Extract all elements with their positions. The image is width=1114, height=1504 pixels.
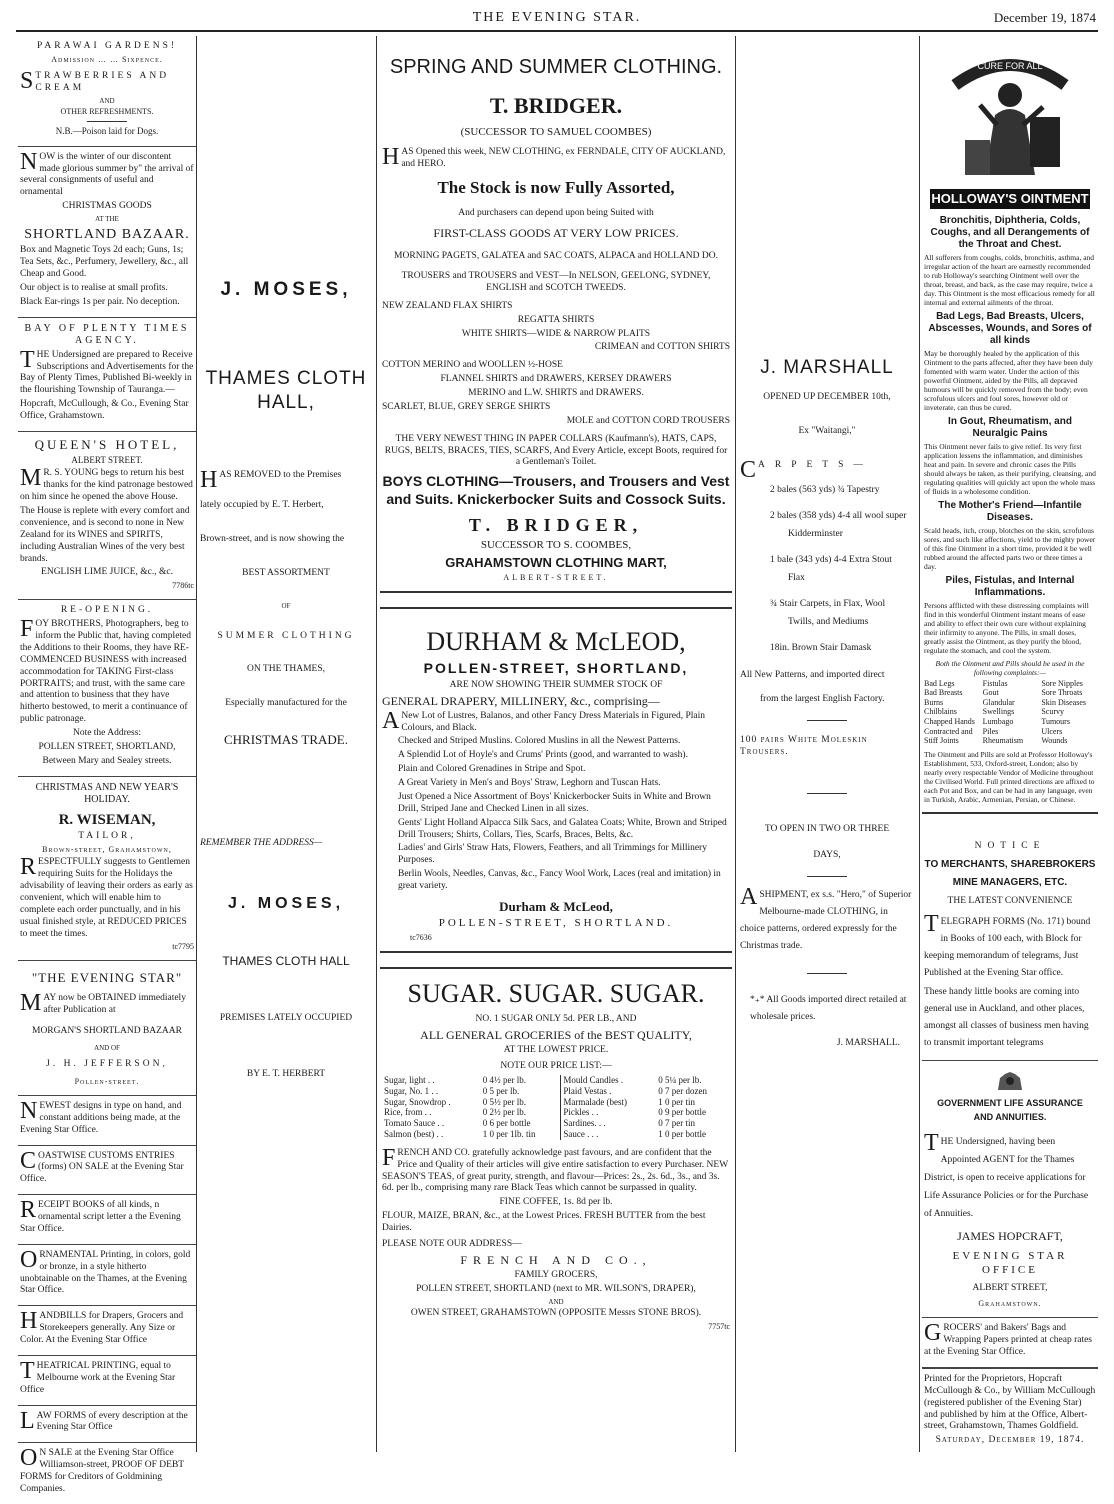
ad-heading: J. MOSES, xyxy=(220,279,352,300)
ad-line: AT THE LOWEST PRICE. xyxy=(503,1045,609,1056)
ad-line: 1 bale (343 yds) 4-4 Extra Stout xyxy=(770,555,892,565)
table-cell: Sauce . . . xyxy=(561,1129,656,1140)
ad-line: from the largest English Factory. xyxy=(760,694,885,705)
ad-line: Especially manufactured for the xyxy=(225,698,347,709)
ad-body: May be thoroughly healed by the application of this Ointment to the parts affected, after they have been duly fomented with warm water. Under the action of this powerful Ointment, aided by the Pills, all depraved humours will be quickly removed from the body; even scrofulous ulcers and foul sores, however old or inveterate, can thus be cured. xyxy=(924,348,1093,412)
ad-line: SUMMER CLOTHING xyxy=(217,630,355,641)
drop-cap: C xyxy=(740,456,757,483)
table-row xyxy=(382,1086,730,1097)
ad-line: Both the Ointment and Pills should be used in the following complaints:— xyxy=(935,658,1085,677)
list-item: Just Opened a Nice Assortment of Boys' Knickerbocker Suits in White and Brown Drill, Striped Jane and Checked Linen in all sizes. xyxy=(398,791,711,814)
complaint-item: Chapped Hands xyxy=(924,716,975,726)
ad-line: OF xyxy=(281,601,291,610)
drop-cap: C xyxy=(20,1147,37,1174)
small-ad xyxy=(18,1443,196,1504)
ad-line: AND xyxy=(548,1297,564,1306)
ad-line: J. H. JEFFERSON, xyxy=(46,1059,168,1069)
drop-cap: F xyxy=(20,616,34,643)
ad-body: Our object is to realise at small profits. xyxy=(20,282,168,293)
ad-line: Admission … … Sixpence. xyxy=(51,54,163,64)
table-cell: Tomato Sauce . . xyxy=(384,1118,445,1129)
small-ad xyxy=(18,1195,196,1245)
ad-title: PARAWAI GARDENS! xyxy=(36,41,178,51)
ad-body: EWEST designs in type on hand, and constant additions being made, at the Evening Star Office. xyxy=(20,1100,182,1135)
ad-body: These handy little books are coming into general use in Auckland, and other places, amongst all classes of business men having to transmit important telegrams xyxy=(924,986,1089,1049)
ad-body: ECEIPT BOOKS of all kinds, n ornamental script letter a the Evening Star Office. xyxy=(20,1200,181,1234)
list-item: Checked and Striped Muslins. Colored Muslins in all the Newest Patterns. xyxy=(398,736,681,747)
ad-code: tc7636 xyxy=(410,932,432,942)
ad-title: CHRISTMAS AND NEW YEAR'S HOLIDAY. xyxy=(35,781,179,806)
complaint-item: Tumours xyxy=(1041,716,1070,726)
ad-body: All sufferers from coughs, colds, bronchitis, asthma, and irregular action of the heart are earnestly recommended to rub Holloway's searching Ointment well over the throat, breast, and back, as the case may require, twice a day. This Ointment is the most efficacious remedy for all internal and external ailments of the throat. xyxy=(924,252,1095,307)
ad-line: ENGLISH LIME JUICE, &c., &c. xyxy=(41,567,173,578)
ad-body: Brown-street, and is now showing the xyxy=(200,534,345,544)
ad-body: RENCH AND CO. gratefully acknowledge past favours, and are confident that the Price and Quality of their articles will give entire satisfaction to every Purchaser. NEW SEASON'S TEAS, of great purity, strength, and flavour—Prices: 2s., 2s. 6d., 3s., and 3s. 6d. per lb., comprising many rare Black Teas which cannot be surpassed in quality. xyxy=(382,1147,728,1194)
ad-heading: GOVERNMENT LIFE ASSURANCE xyxy=(937,1098,1083,1109)
ad-body: HE Undersigned, having been Appointed AGENT for the Thames District, is open to receive applications for Life Assurance Policies or for the Purchase of Annuities. xyxy=(924,1136,1089,1219)
ad-line: N.B.—Poison laid for Dogs. xyxy=(55,126,159,137)
ad-line: ALL GENERAL GROCERIES of the BEST QUALITY, xyxy=(420,1028,692,1043)
table-row xyxy=(382,1118,730,1129)
complaint-item: Glandular Swellings xyxy=(982,697,1015,717)
ad-title: NOTICE xyxy=(974,840,1046,851)
table-row xyxy=(382,1075,730,1086)
column-divider xyxy=(196,36,197,1452)
ad-line: AT THE xyxy=(95,215,119,223)
complaint-item: Sore Throats xyxy=(1041,688,1083,698)
ad-title: "THE EVENING STAR" xyxy=(31,970,183,986)
seal-banner-text: CURE FOR ALL xyxy=(977,61,1043,71)
table-cell: 0 2½ per lb. xyxy=(482,1107,527,1118)
ad-line: Flax xyxy=(788,572,805,583)
ad-line: POLLEN-STREET, SHORTLAND. xyxy=(438,917,674,930)
column-5 xyxy=(922,36,1098,1452)
ad-code: 7757tc xyxy=(708,1322,730,1332)
table-cell: 0 5 per lb. xyxy=(482,1085,520,1096)
table-row xyxy=(382,1129,730,1140)
ad-bridger xyxy=(380,36,732,593)
complaint-item: Wounds xyxy=(1041,736,1068,746)
ad-heading: DURHAM & McLEOD, xyxy=(426,626,686,656)
column-divider xyxy=(376,36,377,1452)
divider xyxy=(807,876,847,877)
ad-shortland-bazaar xyxy=(18,147,196,318)
ad-body: RNAMENTAL Printing, in colors, gold or bronze, in a style hitherto unobtainable on the Thames, at the Evening Star Office. xyxy=(20,1249,191,1296)
complaints-col xyxy=(1041,679,1096,746)
ad-line: FINE COFFEE, 1s. 8d per lb. xyxy=(499,1197,613,1208)
ad-heading: T. BRIDGER. xyxy=(489,93,623,118)
list-item: A Great Variety in Men's and Boys' Straw, Leghorn and Tuscan Hats. xyxy=(398,778,661,788)
ad-line: JAMES HOPCRAFT, xyxy=(957,1228,1063,1243)
ad-line: PLEASE NOTE OUR ADDRESS— xyxy=(382,1238,522,1249)
list-item: Plain and Colored Grenadines in Stripe and Spot. xyxy=(398,764,586,775)
ad-line: Kidderminster xyxy=(788,529,843,540)
ad-heading: The Mother's Friend—Infantile Diseases. xyxy=(938,499,1082,523)
drop-cap: R xyxy=(20,854,37,881)
coat-of-arms-image xyxy=(995,1070,1025,1092)
ad-body: AY now be OBTAINED immediately after Publication at xyxy=(43,992,186,1015)
drop-cap: T xyxy=(20,1357,35,1384)
complaints-col xyxy=(924,679,979,746)
ad-line: TAILOR, xyxy=(78,831,136,842)
list-item: Berlin Wools, Needles, Canvas, &c., Fancy Wool Work, Laces (real and imitation) in great variety. xyxy=(398,869,721,891)
ad-grocers-bags xyxy=(922,1318,1098,1368)
complaint-item: Fistulas xyxy=(982,678,1008,688)
ad-signature: Hopcraft, McCullough, & Co., Evening Star Office, Grahamstown. xyxy=(20,399,189,421)
divider xyxy=(807,720,847,721)
ad-line: ALBERT STREET, xyxy=(972,1283,1048,1294)
ad-line: ARPETS— xyxy=(758,459,873,470)
table-cell: 0 5½ per lb. xyxy=(482,1096,527,1107)
cure-for-all-seal-image xyxy=(935,45,1085,185)
drop-cap: A xyxy=(382,707,400,734)
small-ad xyxy=(18,1306,196,1356)
ad-wiseman-tailor xyxy=(18,777,196,962)
ad-heading: SPRING AND SUMMER CLOTHING. xyxy=(389,56,723,78)
ad-line: FLANNEL SHIRTS and DRAWERS, KERSEY DRAWERS xyxy=(440,374,672,385)
table-row xyxy=(382,1097,730,1108)
complaint-item: Contracted and Stiff Joints xyxy=(924,726,973,746)
column-4 xyxy=(738,36,916,1452)
complaint-item: Ulcers xyxy=(1041,726,1063,736)
ad-body: THE VERY NEWEST THING IN PAPER COLLARS (Kaufmann's), HATS, CAPS, RUGS, BELTS, BRACES, TIES, SCARFS, And Every Article, except Boots, required for a Gentleman's Toilet. xyxy=(384,433,728,468)
ad-body: ANDBILLS for Drapers, Grocers and Storekeepers generally. Any Size or Color. At the Evening Star Office xyxy=(20,1311,184,1345)
table-cell: Rice, from . . xyxy=(384,1107,432,1118)
complaint-item: Skin Diseases xyxy=(1041,697,1087,707)
ad-heading: THAMES CLOTH HALL, xyxy=(205,367,367,413)
ad-line: REGATTA SHIRTS xyxy=(517,314,595,325)
ad-line: NEW ZEALAND FLAX SHIRTS xyxy=(382,300,513,311)
ad-line: PREMISES LATELY OCCUPIED xyxy=(219,1013,353,1024)
table-cell: Plaid Vestas . xyxy=(561,1086,656,1097)
ad-heading: MINE MANAGERS, ETC. xyxy=(952,877,1068,889)
ad-line: 100 pairs White Moleskin Trousers. xyxy=(740,735,868,757)
ad-line: 2 bales (563 yds) ¾ Tapestry xyxy=(770,485,880,496)
header-rule xyxy=(16,30,1098,32)
ad-line: And purchasers can depend upon being Suited with xyxy=(458,208,654,219)
ad-line: ALBERT STREET. xyxy=(71,455,143,466)
list-item xyxy=(382,707,730,735)
drop-cap: H xyxy=(20,1308,38,1335)
ad-french-co xyxy=(380,967,732,1340)
drop-cap: L xyxy=(20,1407,35,1434)
drop-cap: N xyxy=(20,1097,38,1124)
ad-heading: Bronchitis, Diphtheria, Colds, Coughs, and all Derangements of the Throat and Chest. xyxy=(930,214,1090,250)
ad-line: CHRISTMAS TRADE. xyxy=(223,732,348,748)
table-cell: Marmalade (best) xyxy=(561,1097,656,1108)
ad-line: COTTON MERINO and WOOLLEN ½-HOSE xyxy=(382,360,563,371)
ad-title: RE-OPENING. xyxy=(60,605,154,616)
ad-line: Grahamstown. xyxy=(978,1299,1042,1309)
list-item: Ladies' and Girls' Straw Hats, Flowers, Feathers, and all Trimmings for Millinery Purposes. xyxy=(398,843,707,866)
ad-body: AW FORMS of every description at the Evening Star Office xyxy=(36,1410,188,1433)
ad-body: ESPECTFULLY suggests to Gentlemen requiring Suits for the Holidays the advisability of leaving their orders as early as convenient, which will enable him to complete each order punctually, and in his usual finished style, at REDUCED PRICES to meet the times. xyxy=(20,857,193,939)
ad-line: AND xyxy=(99,96,115,105)
drop-cap: S xyxy=(20,67,34,94)
price-list xyxy=(382,1075,730,1140)
table-cell: 0 7 per tin xyxy=(658,1118,695,1129)
ad-line: MERINO and L.W. SHIRTS and DRAWERS. xyxy=(468,388,644,398)
ad-line: MORGAN'S SHORTLAND BAZAAR xyxy=(32,1026,182,1037)
table-cell: Sugar, No. 1 . . xyxy=(384,1085,439,1096)
drop-cap: R xyxy=(20,1197,37,1224)
list-item-text: New Lot of Lustres, Balanos, and other Fancy Dress Materials in Figured, Plain Colours, and Black. xyxy=(401,710,706,733)
complaint-item: Lumbago xyxy=(982,716,1014,726)
ad-signature: J. MARSHALL. xyxy=(836,1038,900,1049)
ad-body: Scald heads, itch, croup, blotches on the skin, scrofulous sores, and such like affections, yield to the mighty power of this fine Ointment in a short time, provided it be well rubbed around the affected parts two or three times a day. xyxy=(924,525,1096,571)
table-cell: 0 4½ per lb. xyxy=(482,1075,527,1085)
column-divider xyxy=(735,36,736,1452)
small-ad xyxy=(18,1406,196,1444)
complaints-col xyxy=(983,679,1038,746)
ad-heading: AND ANNUITIES. xyxy=(973,1111,1047,1122)
ad-heading: SUGAR. SUGAR. SUGAR. xyxy=(407,978,705,1008)
ad-line: Twills, and Mediums xyxy=(788,616,869,627)
ad-marshall xyxy=(738,36,916,1054)
complaint-item: Piles xyxy=(982,726,999,736)
ad-line: 18in. Brown Stair Damask xyxy=(770,642,872,653)
ad-telegraph-forms xyxy=(922,832,1098,1062)
ad-line: POLLEN STREET, SHORTLAND (next to MR. WILSON'S, DRAPER), xyxy=(416,1283,696,1294)
ad-line: 2 bales (358 yds) 4-4 all wool super xyxy=(770,511,907,522)
ad-body: MORNING PAGETS, GALATEA and SAC COATS, ALPACA and HOLLAND DO. xyxy=(394,251,718,262)
ad-body: OASTWISE CUSTOMS ENTRIES (forms) ON SALE at the Evening Star Office. xyxy=(20,1150,184,1185)
ad-line: Pollen-street. xyxy=(74,1076,140,1086)
ad-line: NO. 1 SUGAR ONLY 5d. PER LB., AND xyxy=(475,1014,637,1025)
ad-line: Between Mary and Sealey streets. xyxy=(42,755,172,766)
ad-title: BAY OF PLENTY TIMES AGENCY. xyxy=(24,322,190,347)
ad-line: Ex "Waitangi," xyxy=(798,425,856,436)
ad-heading: THAMES CLOTH HALL xyxy=(222,954,350,969)
ad-line: BEST ASSORTMENT xyxy=(242,567,330,578)
drop-cap: M xyxy=(20,465,42,492)
small-ads-list xyxy=(18,1096,196,1504)
ad-line: FIRST-CLASS GOODS AT VERY LOW PRICES. xyxy=(433,226,679,241)
table-cell: 1 0 per 1lb. tin xyxy=(482,1128,536,1139)
small-ad xyxy=(18,1245,196,1307)
newspaper-title: THE EVENING STAR. xyxy=(472,10,642,25)
ad-line: GENERAL DRAPERY, MILLINERY, &c., comprising— xyxy=(382,693,660,708)
ad-line: EVENING STAR OFFICE xyxy=(952,1249,1068,1276)
table-cell: 0 7 per dozen xyxy=(658,1085,707,1096)
drop-cap: A xyxy=(740,883,758,910)
table-cell: Pickles . . xyxy=(561,1107,656,1118)
ad-body: AS Opened this week, NEW CLOTHING, ex FERNDALE, CITY OF AUCKLAND, and HERO. xyxy=(401,147,726,170)
drop-cap: T xyxy=(924,910,939,937)
table-cell: 1 0 per bottle xyxy=(658,1128,706,1139)
table-cell: Sardines. . . xyxy=(561,1118,656,1129)
ad-line: MOLE and COTTON CORD TROUSERS xyxy=(566,415,730,426)
ad-line: FLOUR, MAIZE, BRAN, &c., at the Lowest Prices. FRESH BUTTER from the best Dairies. xyxy=(382,1211,706,1234)
ad-line: ALBERT-STREET. xyxy=(503,572,609,582)
ad-body: ELEGRAPH FORMS (No. 171) bound in Books of 100 each, with Block for keeping memorandum of telegrams, Just Published at the Evening Star office. xyxy=(924,916,1091,978)
table-cell: 0 9 per bottle xyxy=(658,1107,706,1118)
ad-heading: FRENCH AND CO., xyxy=(460,1252,652,1267)
ad-heading: R. WISEMAN, xyxy=(58,811,156,828)
list-item: Gents' Light Holland Alpacca Silk Sacs, and Galatea Coats; White, Brown and Striped Drill Trousers; Shirts, Collars, Ties, Scarfs, Braces, Belts, &c. xyxy=(398,817,727,840)
ad-body: AS REMOVED to the Premises xyxy=(219,470,342,481)
ad-line: AND OF xyxy=(94,1044,120,1053)
ad-body: OY BROTHERS, Photographers, beg to inform the Public that, having completed the Additions to their Rooms, they have RE-COMMENCED BUSINESS with increased accommodation for TAKING First-class PORTRAITS; and trust, with the same care and attention to business that they have hitherto bestowed, to merit a continuance of public patronage. xyxy=(20,619,192,725)
ad-line: POLLEN STREET, SHORTLAND, xyxy=(38,741,176,752)
ad-line: Note the Address: xyxy=(72,728,142,738)
table-cell: Sugar, light . . xyxy=(384,1075,435,1085)
complaint-item: Burns xyxy=(924,697,944,707)
ad-heading: Piles, Fistulas, and Internal Inflammations. xyxy=(945,574,1075,598)
ad-line: THE LATEST CONVENIENCE xyxy=(947,895,1073,906)
ad-heading: Bad Legs, Bad Breasts, Ulcers, Abscesses, Wounds, and Sores of all kinds xyxy=(928,310,1092,346)
ad-line: DAYS, xyxy=(813,849,841,860)
ad-body: HE Undersigned are prepared to Receive Subscriptions and Advertisements for the Bay of Plenty Times, Published Bi-weekly in the flourishing Township of Tauranga.— xyxy=(20,349,194,396)
ad-line: TRAWBERRIES AND CREAM xyxy=(35,70,170,93)
ointment-banner: HOLLOWAY'S OINTMENT xyxy=(930,189,1090,209)
ad-line: SUCCESSOR TO S. COOMBES, xyxy=(480,538,632,551)
ad-heading: POLLEN-STREET, SHORTLAND, xyxy=(423,660,689,677)
ad-code: 7786tc xyxy=(172,581,194,591)
ad-line: (SUCCESSOR TO SAMUEL COOMBES) xyxy=(460,125,652,138)
ad-heading: TO MERCHANTS, SHAREBROKERS xyxy=(924,858,1096,870)
table-cell: Sugar, Snowdrop . xyxy=(384,1096,451,1107)
drop-cap: H xyxy=(382,144,400,171)
divider xyxy=(87,121,127,122)
column-divider xyxy=(919,36,920,1452)
complaint-item: Bad Legs xyxy=(924,678,955,688)
ad-line: NOTE OUR PRICE LIST:— xyxy=(500,1061,612,1072)
ad-body: TROUSERS and TROUSERS and VEST—In NELSON, GEELONG, SYDNEY, ENGLISH and SCOTCH TWEEDS. xyxy=(401,271,711,293)
imprint-text: Printed for the Proprietors, Hopcraft McCullough & Co., by William McCullough (registered publisher of the Evening Star) and published by him at the Office, Albert-street, Grahamstown, Thames Goldfield. xyxy=(924,1373,1096,1432)
ad-line: ON THE THAMES, xyxy=(246,664,326,675)
ad-body: Persons afflicted with these distressing complaints will find in this wonderful Ointment instant means of ease and ability to effect their own cure without explaining their infirmity to anyone. The Pills, in small doses, greatly assist the Ointment, as they purify the blood, regulate the stomach, and cool the system. xyxy=(924,600,1089,655)
ad-durham-mcleod xyxy=(380,607,732,953)
ad-line: OWEN STREET, GRAHAMSTOWN (OPPOSITE Messrs STONE BROS). xyxy=(410,1308,702,1319)
imprint-date: Saturday, December 19, 1874. xyxy=(935,1435,1085,1446)
ad-body: This Ointment never fails to give relief. Its very first application lessens the inflammation, and diminishes heat and pain. In severe and chronic cases the Pills should always be taken, as their purifying, cleansing, and regulating qualities will quickly act upon the whole mass of fluids in a wholesome condition. xyxy=(924,441,1096,496)
table-cell: 0 5¼ per lb. xyxy=(658,1075,702,1085)
page-header xyxy=(0,0,1114,30)
ad-line: OPENED UP DECEMBER 10th, xyxy=(763,391,891,402)
complaint-item: Chilblains xyxy=(924,707,957,717)
ad-body: HEATRICAL PRINTING, equal to Melbourne work at the Evening Star Office xyxy=(20,1360,176,1395)
complaint-item: Bad Breasts xyxy=(924,688,963,698)
ad-heading: BOYS CLOTHING—Trousers, and Trousers and Vest and Suits. Knickerbocker Suits and Cossock Suits. xyxy=(382,473,730,507)
drop-cap: H xyxy=(200,467,218,494)
drop-cap: M xyxy=(20,989,42,1016)
ad-heading: GRAHAMSTOWN CLOTHING MART, xyxy=(445,554,667,570)
ad-line: OTHER REFRESHMENTS. xyxy=(60,107,154,117)
drop-cap: O xyxy=(20,1445,38,1472)
ad-code: tc7795 xyxy=(172,942,194,952)
ad-government-life xyxy=(922,1061,1098,1318)
ad-heading: J. MOSES, xyxy=(227,895,345,913)
ad-heading: In Gout, Rheumatism, and Neuralgic Pains xyxy=(948,415,1072,439)
small-ad xyxy=(18,1356,196,1406)
ad-heading: J. MARSHALL xyxy=(760,357,894,378)
list-item: A Splendid Lot of Hoyle's and Crums' Prints (good, and warranted to wash). xyxy=(398,750,688,761)
table-cell: Salmon (best) . . xyxy=(384,1128,444,1139)
table-cell: 0 6 per bottle xyxy=(482,1118,531,1129)
complaint-item: Rheumatism xyxy=(982,736,1024,746)
ad-line: ¾ Stair Carpets, in Flax, Wool xyxy=(770,598,886,609)
ad-heading: T. BRIDGER, xyxy=(468,515,644,536)
ad-body: OW is the winter of our discontent made glorious summer by" the arrival of several consignments of useful and ornamental xyxy=(20,151,194,198)
small-ad xyxy=(18,1146,196,1196)
table-row xyxy=(382,1107,730,1118)
ad-heading: The Stock is now Fully Assorted, xyxy=(437,178,675,197)
ad-body: R. S. YOUNG begs to return his best thanks for the kind patronage bestowed on him since he opened the above House. xyxy=(20,468,193,503)
drop-cap: G xyxy=(924,1320,942,1347)
issue-date: December 19, 1874 xyxy=(993,10,1096,25)
ad-body: lately occupied by E. T. Herbert, xyxy=(200,500,324,511)
ad-holloway xyxy=(922,36,1098,814)
divider xyxy=(807,793,847,794)
ad-line: WHITE SHIRTS—WIDE & NARROW PLAITS xyxy=(461,328,651,339)
drop-cap: N xyxy=(20,148,38,175)
complaint-item: Gout xyxy=(982,688,999,698)
ad-line: Brown-street, Grahamstown, xyxy=(42,845,172,855)
ad-line: ARE NOW SHOWING THEIR SUMMER STOCK OF xyxy=(449,679,663,690)
ad-title: QUEEN'S HOTEL, xyxy=(34,436,180,452)
ad-body: SHIPMENT, ex s.s. "Hero," of Superior Melbourne-made CLOTHING, in choice patterns, ordered expressly for the Christmas trade. xyxy=(740,889,912,951)
ad-line: REMEMBER THE ADDRESS— xyxy=(200,838,323,849)
ad-body: Box and Magnetic Toys 2d each; Guns, 1s; Tea Sets, &c., Perfumery, Jewellery, &c., all Cheap and Good. xyxy=(20,245,189,279)
ad-body: Black Ear-rings 1s per pair. No deception. xyxy=(20,296,180,307)
drop-cap: T xyxy=(20,346,35,373)
ad-line: BY E. T. HERBERT xyxy=(246,1069,326,1080)
ad-parawai-gardens xyxy=(18,36,196,147)
complaints-list xyxy=(924,679,1096,746)
table-cell: Mould Candles . xyxy=(561,1075,656,1086)
table-cell: 1 0 per tin xyxy=(658,1096,695,1107)
imprint xyxy=(922,1368,1098,1455)
ad-line: CRIMEAN and COTTON SHIRTS xyxy=(594,342,730,353)
ad-body: The Ointment and Pills are sold at Professor Holloway's Establishment, 533, Oxford-street, London; also by nearly every respectable Vendor of Medicine throughout the Civilised World. Full printed directions are affixed to each Pot and Box, and can be had in any language, even in Turkish, Arabic, Armenian, Persian, or Chinese. xyxy=(924,749,1095,804)
drop-cap: F xyxy=(382,1144,396,1171)
complaint-item: Sore Nipples xyxy=(1041,678,1083,688)
ad-body: ROCERS' and Bakers' Bags and Wrapping Papers printed at cheap rates at the Evening Star Office. xyxy=(924,1323,1092,1358)
ad-moses xyxy=(198,36,374,1085)
ad-body: The House is replete with every comfort and convenience, and is second to none in New Zealand for its WINES and SPIRITS, including Australian Wines of the very best brands. xyxy=(20,506,190,564)
complaint-item: Scurvy xyxy=(1041,707,1065,717)
column-1 xyxy=(18,36,196,1494)
ad-body: *₊* All Goods imported direct retailed at wholesale prices. xyxy=(750,995,907,1023)
ad-line: All New Patterns, and imported direct xyxy=(740,670,885,681)
ad-bay-of-plenty xyxy=(18,318,196,432)
ad-body: N SALE at the Evening Star Office Williamson-street, PROOF OF DEBT FORMS for Creditors of Goldmining Companies. xyxy=(20,1448,184,1494)
divider xyxy=(807,973,847,974)
ad-heading: Durham & McLeod, xyxy=(499,898,613,914)
column-3 xyxy=(380,36,732,1452)
drop-cap: O xyxy=(20,1246,38,1273)
small-ad xyxy=(18,1096,196,1146)
ad-foy-brothers xyxy=(18,600,196,776)
column-2 xyxy=(198,36,374,1452)
ad-evening-star xyxy=(18,961,196,1096)
ad-line: TO OPEN IN TWO OR THREE xyxy=(764,823,890,834)
ad-line: FAMILY GROCERS, xyxy=(514,1269,598,1280)
ad-queens-hotel xyxy=(18,432,196,600)
ad-line: SCARLET, BLUE, GREY SERGE SHIRTS xyxy=(382,401,551,412)
ad-heading: SHORTLAND BAZAAR. xyxy=(24,226,190,242)
drop-cap: T xyxy=(924,1129,939,1156)
durham-items xyxy=(382,707,730,893)
ad-line: CHRISTMAS GOODS xyxy=(62,201,152,212)
